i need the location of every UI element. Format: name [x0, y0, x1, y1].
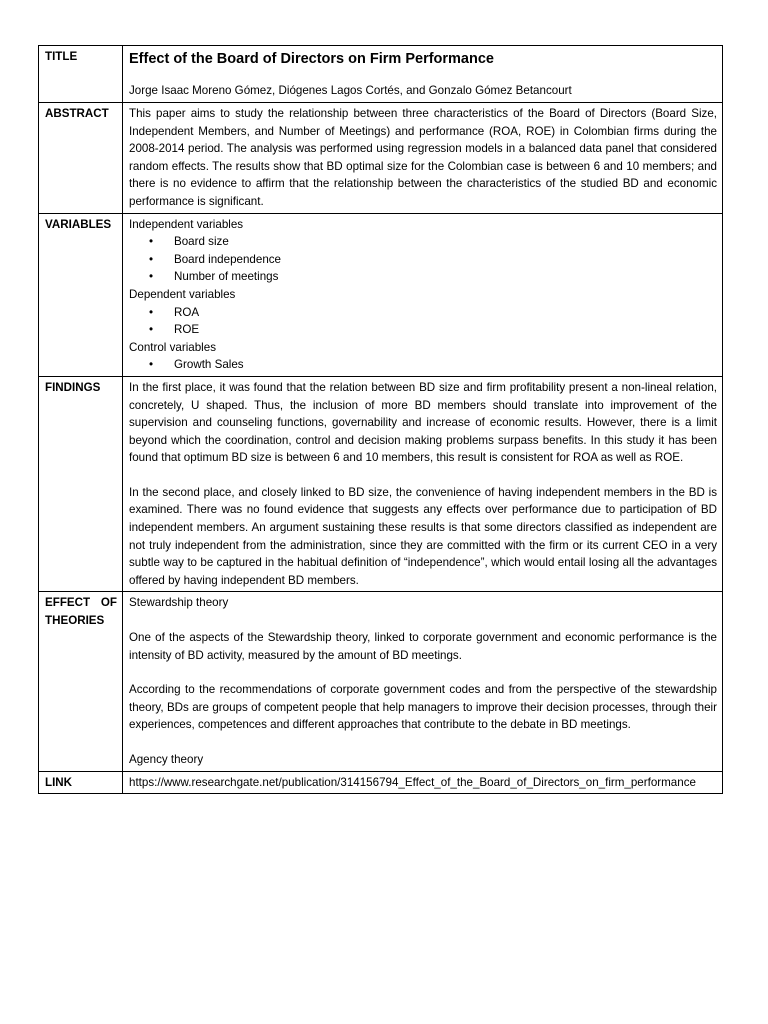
- list-item: [129, 321, 717, 339]
- variable-item: Board size: [174, 235, 229, 249]
- findings-label: FINDINGS: [39, 376, 123, 592]
- theory-paragraph: Agency theory: [129, 753, 204, 766]
- abstract-label: ABSTRACT: [39, 103, 123, 214]
- list-item: [129, 356, 717, 374]
- paper-title: Effect of the Board of Directors on Firm Performance: [129, 51, 494, 67]
- theory-paragraph: One of the aspects of the Stewardship theory, linked to corporate government and economic performance is the intensity of BD activity, measured by the amount of BD meetings.: [129, 631, 717, 662]
- row-findings: [39, 376, 723, 592]
- theory-paragraph: Stewardship theory: [129, 596, 229, 610]
- title-label: TITLE: [39, 46, 123, 103]
- variable-item: Board independence: [174, 252, 282, 266]
- link-cell: [123, 771, 723, 794]
- variable-list: [129, 356, 717, 374]
- variable-list: [129, 304, 717, 339]
- findings-paragraph: In the first place, it was found that the relation between BD size and firm profitability present a non-lineal relation, concretely, U shaped. Thus, the inclusion of more BD members should translate into improvement of the supervision and counseling functions, governability and increase of economic results. However, there is a limit beyond which the coordination, control and decision making problems surpass benefits. In this study it has been found that optimum BD size is between 6 and 10 members, this result is consistent for ROA as well as ROE.: [129, 380, 717, 465]
- findings-paragraph: In the second place, and closely linked to BD size, the convenience of having independent members in the BD is examined. There was no found evidence that suggests any effects over performance due to participation of BD independent members. An argument sustaining these results is that some directors classified as independent are not truly independent from the administration, since they are committed with the firm or its current CEO in a very subtle way to be captured in the habitual definition of “independence”, which would entail losing all the advantages offered by having independent BD members.: [129, 485, 717, 587]
- effect-of-theories-cell: [123, 592, 723, 771]
- variable-group-heading: Independent variables: [129, 217, 244, 231]
- document-sheet: [38, 45, 723, 794]
- list-item: [129, 268, 717, 286]
- theory-paragraph: According to the recommendations of corporate government codes and from the perspective of the stewardship theory, BDs are groups of competent people that help managers to improve their decision processes, through their experiences, competences and different approaches that contribute to the debate in BD meetings.: [129, 683, 717, 732]
- variable-list: [129, 233, 717, 286]
- variables-label: VARIABLES: [39, 213, 123, 376]
- paper-authors: Jorge Isaac Moreno Gómez, Diógenes Lagos Cortés, and Gonzalo Gómez Betancourt: [129, 84, 572, 97]
- variable-item: Number of meetings: [174, 270, 279, 284]
- title-cell: [123, 46, 723, 103]
- bullet-icon: •: [149, 235, 154, 249]
- row-variables: [39, 213, 723, 376]
- abstract-text: This paper aims to study the relationship between three characteristics of the Board of Directors (Board Size, Independent Members, and Number of Meetings) and performance (ROA, ROE) in Colombian firms during the 2008-2014 period. The analysis was performed using regression models in a balanced data panel that considered random effects. The results show that BD optimal size for the Colombian case is between 6 and 10 members; and there is no evidence to affirm that the relationship between the characteristics of the studied BD and economic performance is significant.: [123, 103, 723, 214]
- variable-item: ROA: [174, 305, 200, 319]
- variable-group-heading: Dependent variables: [129, 287, 236, 301]
- variables-cell: [123, 213, 723, 376]
- variable-group-heading: Control variables: [129, 340, 216, 354]
- bullet-icon: •: [149, 305, 154, 319]
- list-item: [129, 304, 717, 322]
- row-title: [39, 46, 723, 103]
- row-abstract: [39, 103, 723, 214]
- link-label: LINK: [39, 771, 123, 794]
- publication-link[interactable]: https://www.researchgate.net/publication/314156794_Effect_of_the_Board_of_Directors_on_firm_performance: [129, 775, 696, 789]
- bullet-icon: •: [149, 252, 154, 266]
- variable-item: Growth Sales: [174, 358, 244, 372]
- bullet-icon: •: [149, 323, 154, 337]
- list-item: [129, 233, 717, 251]
- findings-cell: [123, 376, 723, 592]
- bullet-icon: •: [149, 270, 154, 284]
- list-item: [129, 251, 717, 269]
- row-effect-of-theories: [39, 592, 723, 771]
- variable-item: ROE: [174, 323, 200, 337]
- bullet-icon: •: [149, 358, 154, 372]
- row-link: [39, 771, 723, 794]
- effect-of-theories-label: EFFECT OF THEORIES: [39, 592, 123, 771]
- paper-summary-table: [38, 45, 723, 794]
